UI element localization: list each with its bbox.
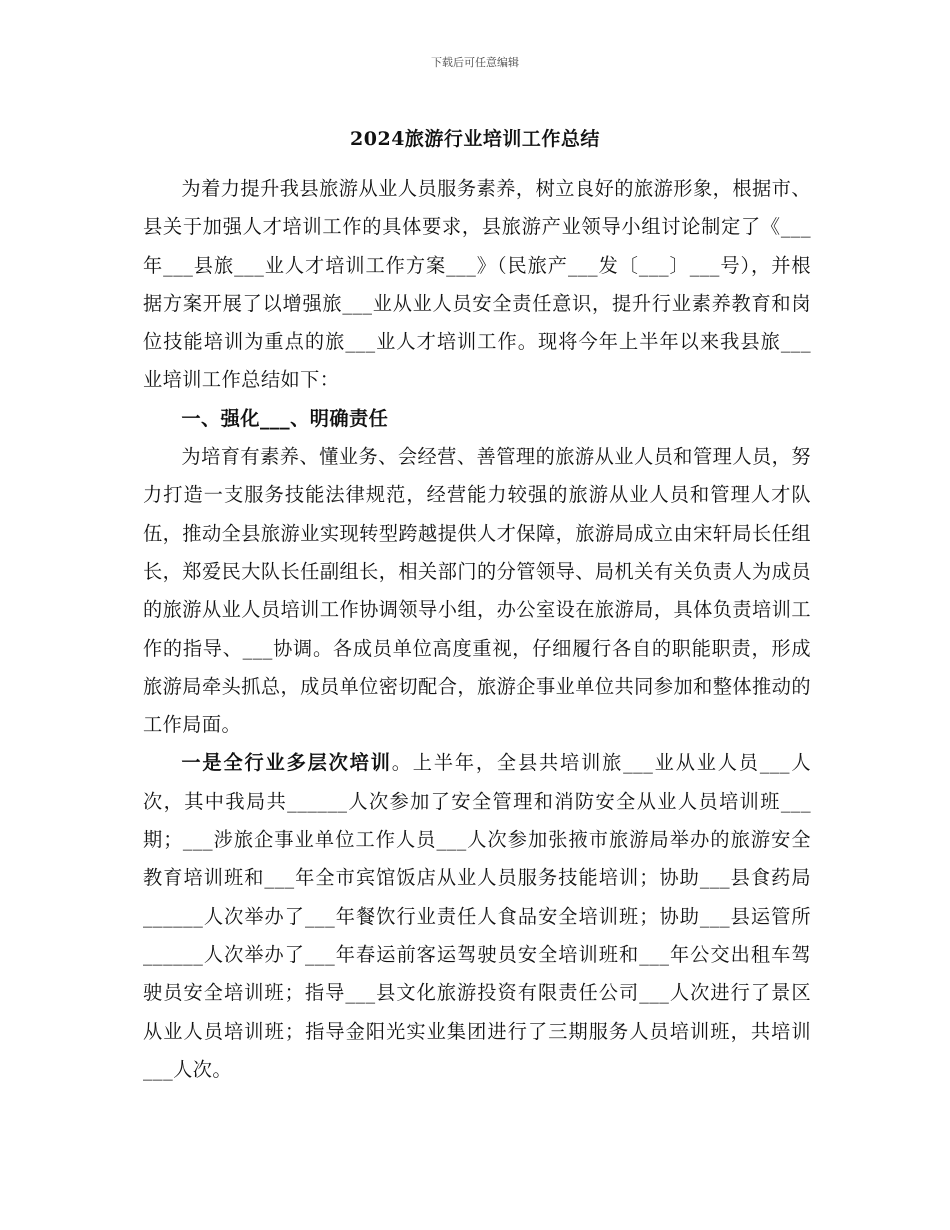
section-1-paragraph: 为培育有素养、懂业务、会经营、善管理的旅游从业人员和管理人员，努力打造一支服务技能法律规范，经营能力较强的旅游从业人员和管理人才队伍，推动全县旅游业实现转型跨越提供人才保障，旅游局成立由宋轩局长任组长，郑爱民大队长任副组长，相关部门的分管领导、局机关有关负责人为成员的旅游从业人员培训工作协调领导小组，办公室设在旅游局，具体负责培训工作的指导、___协调。各成员单位高度重视，仔细履行各自的职能职责，形成旅游局牵头抓总，成员单位密切配合，旅游企事业单位共同参加和整体推动的工作局面。: [143, 445, 811, 737]
header-note: 下载后可任意编辑: [431, 56, 519, 69]
point-1-text: 。上半年，全县共培训旅___业从业人员___人次，其中我局共______人次参加了安全管理和消防安全从业人员培训班___期；___涉旅企事业单位工作人员___人次参加张掖市旅游局举办的旅游安全教育培训班和___年全市宾馆饭店从业人员服务技能培训；协助___县食药局______人次举办了___年餐饮行业责任人食品安全培训班；协助___县运管所______人次举办了___年春运前客运驾驶员安全培训班和___年公交出租车驾驶员安全培训班；指导___县文化旅游投资有限责任公司___人次进行了景区从业人员培训班；指导金阳光实业集团进行了三期服务人员培训班，共培训___人次。: [143, 751, 812, 1081]
document-title: 2024旅游行业培训工作总结: [350, 128, 600, 150]
section-heading-1: 一、强化___、明确责任: [181, 406, 389, 430]
document-body: [143, 170, 811, 1089]
point-1-paragraph: [143, 744, 811, 1089]
intro-paragraph: 为着力提升我县旅游从业人员服务素养，树立良好的旅游形象，根据市、县关于加强人才培训工作的具体要求，县旅游产业领导小组讨论制定了《___年___县旅___业人才培训工作方案___》（民旅产___发〔___〕___号），并根据方案开展了以增强旅___业从业人员安全责任意识，提升行业素养教育和岗位技能培训为重点的旅___业人才培训工作。现将今年上半年以来我县旅___业培训工作总结如下：: [143, 177, 811, 392]
point-1-lead: 一是全行业多层次培训: [181, 751, 392, 775]
